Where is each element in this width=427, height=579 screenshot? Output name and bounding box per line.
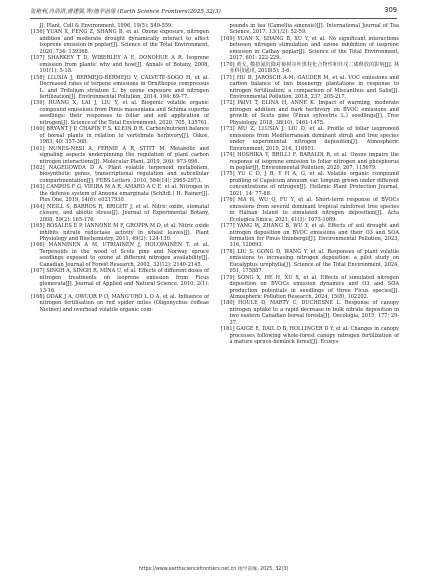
reference-text: ROSALES E P, IANNONE M F, GROPPA M D, et al. Nitric oxide inhibits nitrate reductase activity in wheat leaves[J]. Plant Physiology and Biochemistry, 2011, 49(2): 124-130. [39, 223, 210, 242]
reference-text: YANG W, ZHANG B, WU Y, et al. Effects of soil drought and nitrogen deposition on BVOC emissions and their O3 and SOA formation for Pinus thunbergii[J]. Environmental Pollution, 2023, 316, 120693. [229, 223, 399, 249]
reference-column-left [31, 23, 209, 313]
reference-entry [31, 146, 209, 165]
reference-text: NUNES-NESI A, FERNIE A R, STITT M. Metabolic and signaling aspects underpinning the regulation of plant carbon nitrogen interactions[J]. Molecular Plant, 2010, 3(6): 973-996. [39, 145, 209, 165]
reference-text: MA H, WU Q, FU Y, et al. Short-term response of BVOCs emissions from several dominant tropical rainforest tree species in Hainan Island to simulated nitrogen deposition[J]. Acta Ecologica Sinica, 2021, 41(3): 1073-1089. [229, 197, 399, 223]
reference-entry [221, 126, 399, 152]
reference-entry [221, 36, 399, 62]
reference-entry [221, 326, 399, 345]
reference-entry [221, 171, 399, 197]
reference-number: [172] [221, 100, 235, 107]
reference-text: BRYANT J P, CHAPIN F S, KLEIN D R. Carbon/nutrient balance of boreal plants in relation to vertebrate herbivory[J]. Oikos, 1983, 40: 357-368. [39, 126, 209, 146]
running-header-authors: 张艳利,肖浩洪,曾建强,等/地学前缘 (Earth Science Frontiers)2025,32(3) [30, 9, 221, 15]
reference-text: J]. Plant, Cell & Environment, 1996, 19(5): 549-559. [39, 23, 173, 29]
reference-number: [165] [31, 223, 45, 230]
reference-number: [163] [31, 184, 45, 191]
reference-text: HU B, JAROSCH A-M, GAUDER M, et al. VOC emissions and carbon balance of two bioenergy plantations in response to nitrogen fertilization: a comparison of Miscanthus and Salix[J]. Environmental Pollution, 2018, 237, 205-217. [229, 74, 399, 100]
reference-number: [178] [221, 248, 235, 255]
reference-text: SINGH A, SINGH R, MINA U, et al. Effects of different doses of nitrogen treatments on isoprene emission from Ficus glomerata[J]. Journal of Applied and Natural Science, 2010, 2(1): 13-16. [39, 268, 209, 294]
reference-number: [175] [221, 171, 235, 178]
reference-entry [221, 223, 399, 249]
reference-number: [157] [31, 55, 45, 62]
reference-text: HOULE D, MARTY C, DUCHESNE L. Response of canopy nitrogen uptake to a rapid decrease in bulk nitrate deposition in two eastern Canadian boreal forests[J]. Oecologia, 2015, 177: 29-37. [229, 300, 399, 326]
reference-entry [31, 294, 209, 313]
reference-entry [31, 75, 209, 101]
reference-text: GAIGE E, DAIL D B, HOLLINGER D Y, et al. Changes in canopy processes following whole-forest canopy nitrogen fertilization of a mature spruce-hemlock forest[J]. Ecosys- [229, 326, 400, 346]
reference-entry [31, 29, 209, 55]
running-header [30, 6, 397, 19]
reference-entry [221, 275, 399, 301]
reference-text: PäIVI T, ELINA H, ANNE K. Impact of warming, moderate nitrogen addition and bark herbivory on BVOC emissions and growth of Scots pine (Pinus sylvestris L.) seedlings[J]. Tree Physiology, 2018, 38(10), 1461-1475. [229, 100, 399, 126]
reference-number: [170] [221, 61, 235, 68]
reference-text: NEILL S, BARROS R, BRIGHT J, et al. Nitric oxide, stomatal closure, and abiotic stress[J]. Journal of Experimental Botany, 2008, 59(2): 165-176. [39, 203, 209, 223]
reference-number: [176] [221, 197, 235, 204]
reference-text: YU C D, J B, Y H A, G, et al. Volatile organic compound profiling of Capsicum annuum var. longum grown under different concentrations of nitrogen[J]. Hellenic Plant Protection Journal, 2021, 14: 77-88. [229, 171, 399, 197]
reference-text: 黄戈, 模拟氮沉降对樟树亮叶黑桂化合物性和异戊二烯释放的影响[J]. 林业科技通讯, 2018(5): 3-6. [229, 61, 399, 75]
reference-number: [156] [31, 29, 45, 36]
reference-text: LLUSIA J, BERMEJO-BERMEJO V, CALVETE-SOGO H, et al. Decreased rates of terpene emissions in Ornithopus compressus L. and Trifolium striatum L. by ozone exposure and nitrogen fertilization[J]. Environmental Pollution, 2014, 194: 69-77. [39, 74, 210, 100]
reference-text: LIU S, GONG D, WANG Y, et al. Responses of plant volatile emissions to increasing nitrogen deposition: a pilot study on Eucalyptus urophylla[J]. Science of the Total Environment, 2024, 951, 175887. [229, 248, 399, 275]
reference-text: HOSHIKA Y, BRILLI F, BARALDI R, et al. Ozone impairs the response of isoprene emission to foliar nitrogen and phosphorus in poplar[J]. Environmental Pollution, 2020, 267, 115679. [229, 152, 399, 171]
reference-number: [177] [221, 223, 235, 230]
reference-text: YUAN X, FENG Z, SHANG B, et al. Ozone exposure, nitrogen addition and moderate drought dynamically interact to affect isoprene emission in poplar[J]. Science of the Total Environment, 2020, 734: 139368. [39, 29, 209, 55]
reference-number: [164] [31, 203, 45, 210]
reference-entry [31, 204, 209, 223]
reference-entry [31, 268, 209, 294]
reference-entry [31, 165, 209, 184]
reference-number: [166] [31, 242, 45, 249]
reference-entry [31, 223, 209, 242]
reference-entry [221, 100, 399, 126]
reference-column-right [221, 23, 399, 346]
reference-text: pounds in tea (Camellia sinensis)[J]. International Journal of Tea Science, 2017, 13(1/2): 52-59. [229, 23, 399, 36]
reference-number: [179] [221, 274, 235, 281]
reference-text: ODAK J A, OWUOR P O, MANG'URO L O A, et al. Influence of nitrogen fertilisation on red spider mites (Oligonychus coffeae Nietner) and overhead volatile organic com- [39, 294, 209, 313]
reference-number: [174] [221, 152, 235, 159]
reference-entry [221, 23, 399, 36]
reference-text: MANNINEN A M, UTRIAINEN J, HOLOPAINEN T, et al. Terpenoids in the wood of Scots pine and Norway spruce seedlings exposed to ozone at different nitrogen availability[J]. Canadian Journal of Forest Research, 2002, 32(12): 2140-2145. [39, 242, 210, 268]
reference-number: [169] [221, 35, 235, 42]
reference-entry [221, 62, 399, 75]
reference-number: [168] [31, 294, 45, 301]
reference-entry [221, 300, 399, 326]
reference-number: [180] [221, 300, 235, 307]
reference-entry [31, 55, 209, 74]
reference-text: YUAN X, SHANG B, XU Y, et al. No significant interactions between nitrogen stimulation and ozone inhibition of isoprene emission in Cathay poplar[J]. Science of the Total Environment, 2017, 601: 222-229. [229, 35, 399, 62]
reference-text: SHARKEY T D, WIBERLEY A E, DONOHUE A R. Isoprene emission from plants: why and how[J]. Annals of Botany, 2008, 101(1): 5-18. [39, 55, 209, 75]
reference-number: [173] [221, 126, 235, 133]
reference-text: NAGEGOWDA D A. Plant volatile terpenoid metabolism, biosynthetic genes, transcriptional regulation and subcellular compartmentation[J]. FEBS Letters, 2010, 584(14): 2965-2973. [39, 164, 209, 184]
reference-number: [159] [31, 100, 45, 107]
reference-number: [167] [31, 268, 45, 275]
reference-entry [221, 249, 399, 275]
reference-text: HUANG X, LAI J, LIU Y, et al. Biogenic volatile organic compound emissions from Pinus massoniana and Schima superba seedlings: their responses to foliar and soil application of nitrogen[J]. Science of the Total Environment, 2020, 705, 135761. [39, 100, 210, 126]
reference-entry [31, 100, 209, 126]
reference-number: [171] [221, 74, 235, 81]
reference-entry [221, 152, 399, 171]
reference-entry [31, 184, 209, 203]
reference-text: CAMPOS F G, VIEIRA M A R, AMARO A C E, et al. Nitrogen in the defense system of Annona emarginata (Schltdl.) H. Rainer[J]. Plos One, 2019, 14(6): e0217930. [39, 184, 209, 204]
reference-number: [181] [221, 326, 235, 333]
page-number: 309 [384, 6, 397, 14]
reference-number: [162] [31, 164, 45, 171]
reference-text: MU Z, LLUSIA J, LIU D, et al. Profile of foliar isoprenoid emissions from Mediterranean dominant shrub and tree species under experimental nitrogen deposition[J]. Atmospheric Environment, 2019, 216, 116951. [229, 126, 400, 152]
reference-number: [160] [31, 126, 45, 133]
page-footer: https://www.earthsciencefrontiers.net.cn 地学前缘, 2025, 32(3) [138, 567, 289, 572]
reference-entry [221, 197, 399, 223]
reference-text: SONG X, HE H, XU X, et al. Effects of simulated nitrogen deposition on BVOCs emission dynamics and O3 and SOA production potentials in seedlings of three Ficus species[J]. Atmospheric Pollution Research, 2024, 15(8), 102202. [229, 274, 400, 301]
reference-entry [31, 242, 209, 268]
reference-number: [161] [31, 145, 45, 152]
reference-number: [158] [31, 74, 45, 81]
reference-entry [31, 126, 209, 145]
reference-entry [221, 75, 399, 101]
